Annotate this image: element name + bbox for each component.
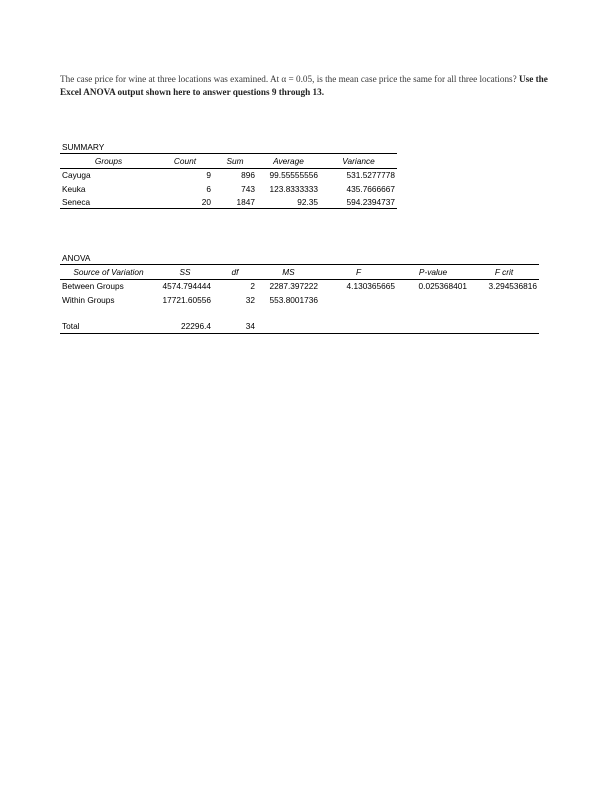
anova-f: 4.130365665	[346, 281, 395, 292]
anova-caption: ANOVA	[60, 251, 539, 265]
anova-header-f-crit: F crit	[469, 265, 539, 279]
anova-row-between-groups	[60, 279, 539, 293]
summary-header-count: Count	[157, 154, 213, 168]
anova-p-value	[397, 319, 469, 333]
anova-f-crit	[469, 293, 539, 306]
anova-header-ms: MS	[257, 265, 320, 279]
summary-average: 99.55555556	[269, 170, 318, 181]
summary-table	[60, 140, 397, 209]
summary-row-cayuga	[60, 168, 397, 182]
summary-sum: 743	[241, 183, 255, 194]
anova-source: Total	[60, 319, 157, 333]
anova-row-total	[60, 319, 539, 333]
summary-group-name: Seneca	[60, 195, 157, 209]
anova-caption-row	[60, 251, 539, 265]
summary-caption-row	[60, 140, 397, 154]
anova-ss: 4574.794444	[162, 281, 211, 292]
anova-header-df: df	[213, 265, 257, 279]
anova-source: Within Groups	[62, 294, 115, 305]
summary-variance: 435.7666667	[346, 183, 395, 194]
intro-text: The case price for wine at three locations was examined. At α = 0.05, is the mean case price the same for all three locations?	[60, 74, 519, 84]
summary-average: 123.8333333	[269, 183, 318, 194]
anova-header-source: Source of Variation	[60, 265, 157, 279]
summary-group-name: Cayuga	[62, 170, 91, 181]
anova-df: 34	[213, 319, 257, 333]
summary-sum: 896	[241, 170, 255, 181]
summary-header-groups: Groups	[60, 154, 157, 168]
summary-sum: 1847	[213, 195, 257, 209]
summary-count: 6	[206, 183, 211, 194]
anova-header-p-value: P-value	[397, 265, 469, 279]
anova-f	[320, 319, 397, 333]
anova-row-within-groups	[60, 293, 539, 306]
anova-table	[60, 251, 539, 334]
summary-count: 20	[157, 195, 213, 209]
summary-row-keuka	[60, 182, 397, 195]
anova-p-value: 0.025368401	[418, 281, 467, 292]
summary-variance: 531.5277778	[346, 170, 395, 181]
summary-header-variance: Variance	[320, 154, 397, 168]
anova-spacer-row	[60, 306, 539, 319]
summary-header-sum: Sum	[213, 154, 257, 168]
anova-ms: 553.8001736	[269, 294, 318, 305]
summary-row-seneca	[60, 195, 397, 209]
anova-ss: 17721.60556	[162, 294, 211, 305]
anova-ss: 22296.4	[157, 319, 213, 333]
summary-caption: SUMMARY	[60, 140, 397, 154]
summary-average: 92.35	[257, 195, 320, 209]
anova-header-row	[60, 265, 539, 279]
anova-ms	[257, 319, 320, 333]
intro-paragraph	[60, 73, 550, 99]
summary-group-name: Keuka	[62, 183, 86, 194]
summary-header-row	[60, 154, 397, 168]
summary-header-average: Average	[257, 154, 320, 168]
summary-count: 9	[206, 170, 211, 181]
anova-ms: 2287.397222	[269, 281, 318, 292]
anova-f-crit: 3.294536816	[488, 281, 537, 292]
anova-header-f: F	[320, 265, 397, 279]
anova-f-crit	[469, 319, 539, 333]
anova-f	[320, 293, 397, 306]
anova-df: 32	[245, 294, 255, 305]
anova-p-value	[397, 293, 469, 306]
anova-df: 2	[250, 281, 255, 292]
anova-header-ss: SS	[157, 265, 213, 279]
intro-instruction: Use the Excel ANOVA output shown here to answer questions 9 through 13.	[60, 74, 548, 97]
summary-variance: 594.2394737	[320, 195, 397, 209]
anova-source: Between Groups	[62, 281, 124, 292]
